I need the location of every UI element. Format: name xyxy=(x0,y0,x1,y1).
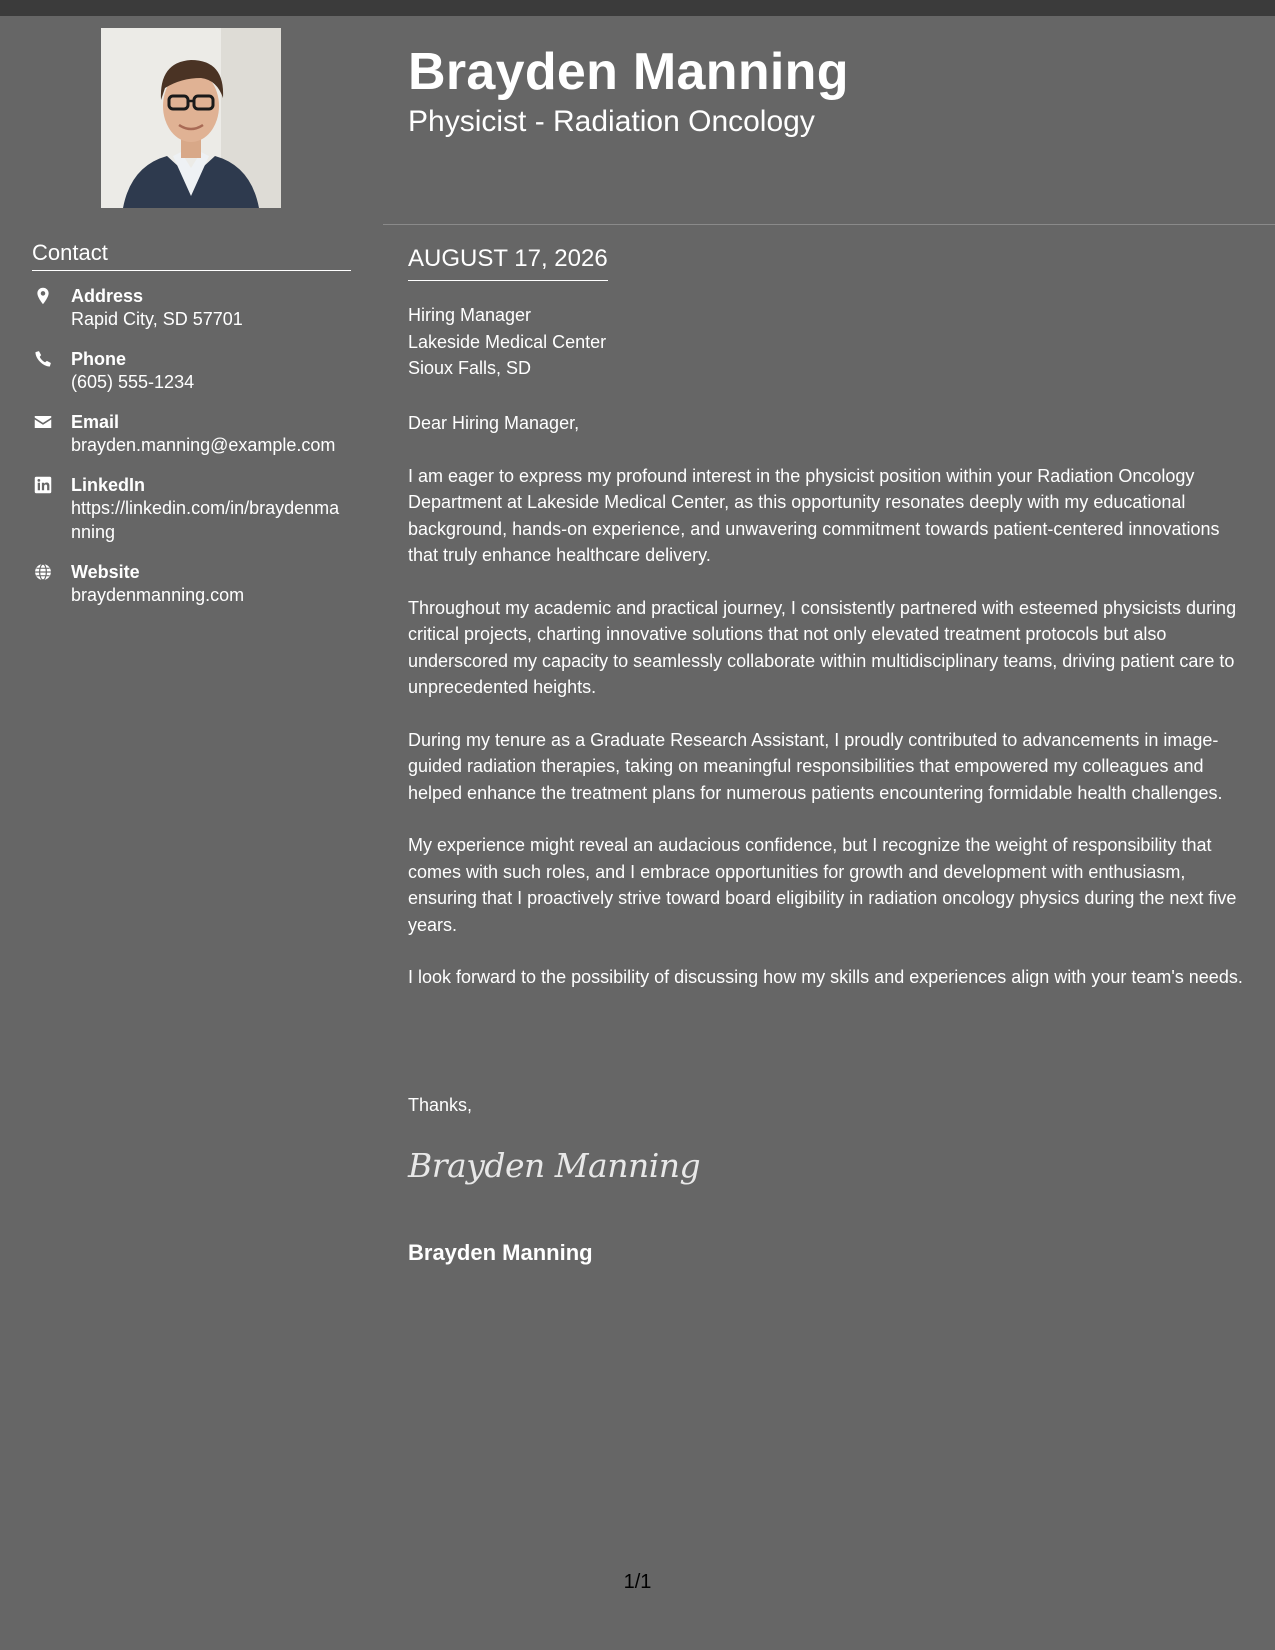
salutation: Dear Hiring Manager, xyxy=(408,413,580,433)
signature-name: Brayden Manning xyxy=(408,1240,593,1265)
map-pin-icon xyxy=(34,287,52,305)
address-label: Address xyxy=(71,286,144,306)
closing: Thanks, xyxy=(408,1095,473,1115)
contact-heading: Contact xyxy=(32,240,351,271)
globe-icon xyxy=(34,563,52,581)
linkedin-icon xyxy=(34,476,52,494)
paragraph-2: Throughout my academic and practical journey, I consistently partnered with esteemed physicists during critical projects, charting innovative solutions that not only elevated treatment protocols but also underscored my capacity to seamlessly collaborate within multidisciplinary teams, driving patient care to unprecedented heights. xyxy=(408,597,1237,697)
phone-icon xyxy=(34,350,52,368)
email-value[interactable]: brayden.manning@example.com xyxy=(71,435,336,455)
phone-label: Phone xyxy=(71,349,127,369)
profile-photo xyxy=(101,28,281,208)
page-number: 1/1 xyxy=(623,1571,652,1593)
contact-website xyxy=(32,561,362,607)
paragraph-1: I am eager to express my profound interest in the physicist position within your Radiation Oncology Department at Lakeside Medical Center, as this opportunity resonates deeply with my educational background, hands-on experience, and unwavering commitment towards patient-centered innovations that truly enhance healthcare delivery. xyxy=(408,465,1220,565)
paragraph-4: My experience might reveal an audacious confidence, but I recognize the weight of responsibility that comes with such roles, and I embrace opportunities for growth and development with enthusiasm, ensuring that I proactively strive toward board eligibility in radiation oncology physics during the next five years. xyxy=(408,835,1237,935)
contact-address xyxy=(32,285,362,331)
header-divider xyxy=(383,224,1275,225)
letter-date: AUGUST 17, 2026 xyxy=(408,244,608,281)
address-value: Rapid City, SD 57701 xyxy=(71,309,243,329)
email-label: Email xyxy=(71,412,120,432)
linkedin-label: LinkedIn xyxy=(71,475,146,495)
contact-email xyxy=(32,411,362,457)
paragraph-5: I look forward to the possibility of discussing how my skills and experiences align with your team's needs. xyxy=(408,967,1243,987)
phone-value: (605) 555-1234 xyxy=(71,372,195,392)
applicant-name: Brayden Manning xyxy=(408,43,849,101)
website-value[interactable]: braydenmanning.com xyxy=(71,585,245,605)
job-title: Physicist - Radiation Oncology xyxy=(408,105,815,138)
contact-list xyxy=(32,285,362,624)
signature-script: Brayden Manning xyxy=(408,1146,701,1185)
top-bar xyxy=(0,0,1275,16)
recipient-location: Sioux Falls, SD xyxy=(408,358,532,378)
linkedin-value[interactable]: https://linkedin.com/in/braydenmanning xyxy=(71,498,340,542)
letter-body xyxy=(408,410,1253,1017)
signature xyxy=(408,1146,701,1196)
recipient-block xyxy=(408,302,606,382)
contact-linkedin xyxy=(32,474,362,544)
portrait-illustration xyxy=(101,28,281,208)
recipient-organization: Lakeside Medical Center xyxy=(408,331,607,352)
paragraph-3: During my tenure as a Graduate Research Assistant, I proudly contributed to advancements in image-guided radiation therapies, taking on meaningful responsibilities that empowered my colleagues and helped enhance the treatment plans for numerous patients encountering formidable health challenges. xyxy=(408,729,1223,803)
envelope-icon xyxy=(34,413,52,431)
recipient-name: Hiring Manager xyxy=(408,305,532,325)
contact-phone xyxy=(32,348,362,394)
website-label: Website xyxy=(71,562,140,582)
